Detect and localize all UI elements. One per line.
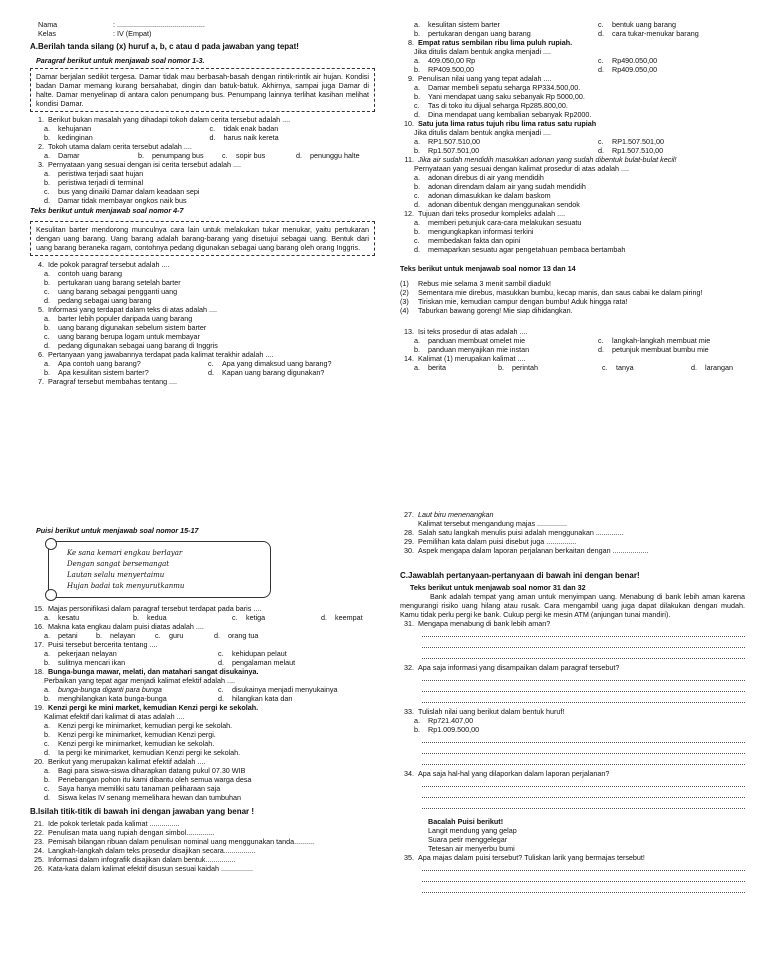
q5-opt-d-text: pedang digunakan sebagai uang barang di Inggris: [58, 341, 218, 350]
q7-text: Paragraf tersebut membahas tentang ....: [48, 377, 178, 386]
q34-text: Apa saja hal-hal yang dilaporkan dalam laporan perjalanan?: [418, 769, 610, 778]
text13-title: Teks berikut untuk menjawab soal nomor 13 dan 14: [400, 264, 576, 273]
poem1-line-3: Lautan selalu menyertaimu: [67, 570, 165, 579]
q15-options: a. kesatu b. kedua c. ketiga d. keempat: [44, 613, 375, 622]
q17-opt-d: pengalaman melaut: [232, 658, 296, 668]
q6-opt-c: Apa yang dimaksud uang barang?: [222, 359, 332, 368]
passage1-title: Paragraf berikut untuk menjawab soal nomor 1-3.: [36, 56, 205, 65]
question-4: 4. Ide pokok paragraf tersebut adalah ....: [38, 260, 170, 269]
q19-subtext: Kalimat efektif dari kalimat di atas adalah ....: [44, 712, 185, 722]
section-a-title: A.Berilah tanda silang (x) huruf a, b, c atau d pada jawaban yang tepat!: [30, 42, 299, 51]
question-21: 21. Ide pokok terletak pada kalimat ...............: [34, 819, 180, 829]
answer-line[interactable]: [422, 639, 745, 648]
step-2-num: (2): [400, 288, 409, 297]
q4-opt-a: a. contoh uang barang: [44, 269, 122, 278]
q10-options: a. RP1.507.510,00 c. RP1.507.501,00 b. Rp1.507.501,00 d. Rp1.507.510,00: [414, 137, 745, 155]
q19-opt-c-text: Kenzi pergi ke minimarket, kemudian ke sekolah.: [58, 739, 215, 749]
question-35: 35. Apa majas dalam puisi tersebut? Tuliskan larik yang bermajas tersebut!: [404, 853, 645, 862]
step-1: [400, 279, 745, 288]
poem1-title: Puisi berikut untuk menjawab soal nomor 15-17: [36, 526, 199, 535]
question-24: 24. Langkah-langkah dalam teks prosedur disajikan secara................: [34, 846, 256, 856]
passage1-box: Damar berjalan sedikit tergesa. Damar tidak mau berbasah-basah dengan rintik-rintik air hujan. Kondisi badan Damar memang kurang bersahabat, dingin dan batuk-batuk. Akhirnya, sampai juga Damar di halte. Damar menyelinap di antara calon penumpang bus. Penumpang lainnya terlihat kasihan melihat kondisi Damar.: [30, 68, 375, 112]
q6-text: Pertanyaan yang jawabannya terdapat pada kalimat terakhir adalah ....: [48, 350, 274, 359]
q14-opt-c: tanya: [616, 363, 634, 372]
question-20: 20. Berikut yang merupakan kalimat efektif adalah ....: [34, 757, 206, 767]
poem1-line-4: Hujan badai tak menyurutkanmu: [67, 581, 185, 590]
question-14: 14. Kalimat (1) merupakan kalimat ....: [404, 354, 526, 363]
q8-subtext: Jika ditulis dalam bentuk angka menjadi ....: [414, 47, 552, 56]
answer-line[interactable]: [422, 884, 745, 893]
q7-opt-a: kesulitan sistem barter: [428, 20, 500, 29]
q9-opt-c: c. Tas di toko itu dijual seharga Rp285.800,00.: [414, 101, 568, 110]
q9-opt-d: d. Dina mendapat uang kembalian sebanyak Rp2000.: [414, 110, 592, 119]
q19-opt-a-text: Kenzi pergi ke minimarket, kemudian pergi ke sekolah.: [58, 721, 233, 731]
q19-text: Kenzi pergi ke mini market, kemudian Kenzi pergi ke sekolah.: [48, 703, 259, 713]
q27-text: Laut biru menenangkan: [418, 510, 494, 519]
q33-text: Tulislah nilai uang berikut dalam bentuk huruf!: [418, 707, 565, 716]
q9-opt-d-text: Dina mendapat uang kembalian sebanyak Rp2000.: [428, 110, 592, 119]
q18-subtext: Perbaikan yang tepat agar menjadi kalimat efektif adalah ....: [44, 676, 235, 686]
q15-text: Majas personifikasi dalam paragraf tersebut terdapat pada baris ....: [48, 604, 262, 614]
q13-opt-d: petunjuk membuat bumbu mie: [612, 345, 709, 354]
q16-text: Makna kata engkau dalam puisi diatas adalah ....: [48, 622, 204, 632]
q3-opt-b: b. peristiwa terjadi di terminal: [44, 178, 144, 187]
name-row: [38, 20, 375, 29]
q5-opt-c-text: uang barang berupa logam untuk membayar: [58, 332, 200, 341]
answer-line[interactable]: [422, 778, 745, 787]
q18-options: a. bunga-bunga diganti para bunga c. disukainya menjadi menyukainya b. menghilangkan kata bunga-bunga d. hilangkan kata dan: [44, 685, 375, 703]
q16-opt-a: petani: [58, 631, 78, 641]
q10-opt-d: Rp1.507.510,00: [612, 146, 664, 155]
q12-opt-b: b. mengungkapkan informasi terkini: [414, 227, 534, 236]
question-2: 2. Tokoh utama dalam cerita tersebut adalah ....: [38, 142, 192, 151]
q5-opt-a-text: barter lebih populer daripada uang barang: [58, 314, 193, 323]
q20-opt-d-text: Siswa kelas IV senang memelihara hewan dan tumbuhan: [58, 793, 241, 803]
q3-opt-b-text: peristiwa terjadi di terminal: [58, 178, 144, 187]
q28-text: Salah satu langkah menulis puisi adalah menggunakan ..............: [418, 528, 624, 537]
q8-opt-b: RP409.500,00: [428, 65, 474, 74]
q33-item-a-text: Rp721.407,00: [428, 716, 474, 725]
q20-opt-b-text: Penebangan pohon itu kami dibantu oleh semua warga desa: [58, 775, 252, 785]
left-top-column: [30, 20, 375, 386]
q18-opt-a: bunga-bunga diganti para bunga: [58, 685, 162, 695]
q17-options: a. pekerjaan nelayan c. kehidupan pelaut b. sulitnya mencari ikan d. pengalaman melaut: [44, 649, 375, 667]
q13-opt-b: panduan menyajikan mie instan: [428, 345, 530, 354]
q9-text: Penulisan nilai uang yang tepat adalah ....: [418, 74, 552, 83]
q18-opt-d: hilangkan kata dan: [232, 694, 293, 704]
q12-opt-b-text: mengungkapkan informasi terkini: [428, 227, 534, 236]
q20-opt-d: d. Siswa kelas IV senang memelihara hewan dan tumbuhan: [44, 793, 241, 803]
q33-item-a: a. Rp721.407,00: [414, 716, 474, 725]
q26-text: Kata-kata dalam kalimat efektif disusun sesuai kaidah ................: [48, 864, 253, 874]
step-4-num: (4): [400, 306, 409, 315]
q12-opt-c-text: membedakan fakta dan opini: [428, 236, 521, 245]
q13-text: Isi teks prosedur di atas adalah ....: [418, 327, 528, 336]
q19-opt-c: c. Kenzi pergi ke minimarket, kemudian ke sekolah.: [44, 739, 215, 749]
step-3: [400, 297, 745, 306]
question-34: 34. Apa saja hal-hal yang dilaporkan dalam laporan perjalanan?: [404, 769, 610, 778]
q21-text: Ide pokok terletak pada kalimat ...............: [48, 819, 180, 829]
poem1-line-2: Dengan sangat bersemangat: [67, 559, 170, 568]
q4-opt-b: b. pertukaran uang barang setelah barter: [44, 278, 181, 287]
answer-line[interactable]: [422, 800, 745, 809]
q5-opt-d: d. pedang digunakan sebagai uang barang di Inggris: [44, 341, 218, 350]
q9-opt-c-text: Tas di toko itu dijual seharga Rp285.800,00.: [428, 101, 568, 110]
step-1-text: Rebus mie selama 3 menit sambil diaduk!: [418, 279, 552, 288]
name-value: : ............................................: [113, 20, 205, 29]
question-13: 13. Isi teks prosedur di atas adalah ....: [404, 327, 528, 336]
q35-text: Apa majas dalam puisi tersebut? Tuliskan larik yang bermajas tersebut!: [418, 853, 645, 862]
q17-opt-a: pekerjaan nelayan: [58, 649, 117, 659]
q32-text: Apa saja informasi yang disampaikan dalam paragraf tersebut?: [418, 663, 620, 672]
question-11: 11. Jika air sudah mendidih masukkan adonan yang sudah dibentuk bulat-bulat kecil!: [404, 155, 677, 164]
poem1-line-1: Ke sana kemari engkau berlayar: [67, 549, 183, 557]
q2-opt-c: sopir bus: [236, 151, 266, 160]
q9-opt-a-text: Damar membeli sepatu seharga RP334.500,00.: [428, 83, 581, 92]
poem2-line-2: Suara petir menggelegar: [428, 835, 508, 844]
q1-opt-d: harus naik kereta: [223, 133, 279, 142]
q5-text: Informasi yang terdapat dalam teks di atas adalah ....: [48, 305, 218, 314]
section-b-title: B.Isilah titik-titik di bawah ini dengan jawaban yang benar !: [30, 807, 255, 817]
class-row: [38, 29, 375, 38]
q15-opt-c: ketiga: [246, 613, 266, 623]
question-10: 10. Satu juta lima ratus tujuh ribu lima ratus satu rupiah: [404, 119, 597, 128]
q5-opt-b-text: uang barang digunakan sebelum sistem barter: [58, 323, 207, 332]
text31-paragraph: Bank adalah tempat yang aman untuk menyimpan uang. Menabung di bank lebih aman karena mengurangi risiko uang hilang atau rusak. Cara mengambil uang juga dapat dilakukan dengan mudah. Kamu tidak perlu pergi ke bank. Cukup pergi ke mesin ATM (anjungan tunai mandiri).: [400, 592, 745, 619]
q20-opt-c-text: Saya hanya memiliki satu tanaman peliharaan saja: [58, 784, 221, 794]
q25-text: Informasi dalam infografik disajikan dalam bentuk...............: [48, 855, 236, 865]
q33-item-b: b. Rp1.009.500,00: [414, 725, 480, 734]
question-18: 18. Bunga-bunga mawar, melati, dan matahari sangat disukainya.: [34, 667, 259, 677]
passage2-title: Teks berikut untuk menjawab soal nomor 4-7: [30, 206, 184, 215]
q5-opt-b: b. uang barang digunakan sebelum sistem barter: [44, 323, 207, 332]
question-27: 27. Laut biru menenangkan: [404, 510, 494, 519]
q12-opt-c: c. membedakan fakta dan opini: [414, 236, 521, 245]
q17-opt-c: kehidupan pelaut: [232, 649, 287, 659]
q19-opt-a: a. Kenzi pergi ke minimarket, kemudian pergi ke sekolah.: [44, 721, 233, 731]
q4-opt-c: c. uang barang sebagai pengganti uang: [44, 287, 178, 296]
q10-subtext: Jika ditulis dalam bentuk angka menjadi ....: [414, 128, 552, 137]
question-9: 9. Penulisan nilai uang yang tepat adalah ....: [408, 74, 552, 83]
q12-opt-a: a. memberi petunjuk cara-cara melakukan sesuatu: [414, 218, 582, 227]
question-19: 19. Kenzi pergi ke mini market, kemudian Kenzi pergi ke sekolah.: [34, 703, 259, 713]
q1-options: a. kehujanan c. tidak enak badan b. kedinginan d. harus naik kereta: [44, 124, 375, 142]
q1-text: Berikut bukan masalah yang dihadapi tokoh dalam cerita tersebut adalah ....: [48, 115, 291, 124]
q9-opt-b: b. Yani mendapat uang saku sebanyak Rp 5000,00.: [414, 92, 585, 101]
q16-opt-c: guru: [169, 631, 184, 641]
q7-options: a. kesulitan sistem barter c. bentuk uang barang b. pertukaran dengan uang barang d. cara tukar-menukar barang: [414, 20, 745, 38]
q20-opt-a: a. Bagi para siswa-siswa diharapkan datang pukul 07.30 WIB: [44, 766, 246, 776]
q17-text: Puisi tersebut bercerita tentang ....: [48, 640, 158, 650]
q18-text: Bunga-bunga mawar, melati, dan matahari sangat disukainya.: [48, 667, 259, 677]
q11-opt-d-text: adonan dibentuk dengan menggunakan sendok: [428, 200, 580, 209]
q11-subtext: Pernyataan yang sesuai dengan kalimat prosedur di atas adalah ....: [414, 164, 629, 173]
q19-opt-b: b. Kenzi pergi ke minimarket, kemudian Kenzi pergi.: [44, 730, 216, 740]
q14-opt-b: perintah: [512, 363, 538, 372]
q11-opt-a-text: adonan direbus di air yang mendidih: [428, 173, 544, 182]
q22-text: Penulisan mata uang rupiah dengan simbol..............: [48, 828, 215, 838]
answer-line[interactable]: [422, 745, 745, 754]
q8-opt-d: Rp409.050,00: [612, 65, 658, 74]
q15-opt-a: kesatu: [58, 613, 80, 623]
question-17: 17. Puisi tersebut bercerita tentang ....: [34, 640, 158, 650]
name-label: Nama: [38, 20, 58, 29]
left-bottom-column: [30, 526, 375, 873]
q11-text: Jika air sudah mendidih masukkan adonan yang sudah dibentuk bulat-bulat kecil!: [418, 155, 677, 164]
q27-subtext: Kalimat tersebut mengandung majas ...............: [418, 519, 568, 528]
q20-text: Berikut yang merupakan kalimat efektif adalah ....: [48, 757, 206, 767]
q15-opt-b: kedua: [147, 613, 167, 623]
question-5: 5. Informasi yang terdapat dalam teks di atas adalah ....: [38, 305, 218, 314]
q5-opt-c: c. uang barang berupa logam untuk membayar: [44, 332, 200, 341]
question-25: 25. Informasi dalam infografik disajikan dalam bentuk...............: [34, 855, 236, 865]
q6-opt-a: Apa contoh uang barang?: [58, 359, 141, 368]
q5-opt-a: a. barter lebih populer daripada uang barang: [44, 314, 193, 323]
question-16: 16. Makna kata engkau dalam puisi diatas adalah ....: [34, 622, 204, 632]
q11-opt-b: b. adonan direndam dalam air yang sudah mendidih: [414, 182, 586, 191]
question-31: 31. Mengapa menabung di bank lebih aman?: [404, 619, 551, 628]
question-26: 26. Kata-kata dalam kalimat efektif disusun sesuai kaidah ................: [34, 864, 253, 874]
step-4: [400, 306, 745, 315]
q12-opt-d-text: memaparkan sesuatu agar pengetahuan pembaca bertambah: [428, 245, 626, 254]
q31-text: Mengapa menabung di bank lebih aman?: [418, 619, 551, 628]
answer-line[interactable]: [422, 694, 745, 703]
q4-opt-a-text: contoh uang barang: [58, 269, 122, 278]
q10-opt-a: RP1.507.510,00: [428, 137, 480, 146]
q8-opt-a: 409.050,00 Rp: [428, 56, 476, 65]
right-top-column: [400, 20, 745, 372]
answer-line[interactable]: [422, 650, 745, 659]
q19-opt-d-text: Ia pergi ke minimarket, kemudian Kenzi pergi ke sekolah.: [58, 748, 241, 758]
step-3-num: (3): [400, 297, 409, 306]
q3-text: Pernyataan yang sesuai dengan isi cerita tersebut adalah ....: [48, 160, 241, 169]
q2-opt-d: penunggu halte: [310, 151, 360, 160]
q12-opt-a-text: memberi petunjuk cara-cara melakukan sesuatu: [428, 218, 582, 227]
question-28: 28. Salah satu langkah menulis puisi adalah menggunakan ..............: [404, 528, 624, 537]
q7-opt-b: pertukaran dengan uang barang: [428, 29, 531, 38]
q23-text: Pemisah bilangan ribuan dalam penulisan nominal uang menggunakan tanda..........: [48, 837, 315, 847]
poem1-scroll: [48, 541, 271, 598]
q11-opt-c: c. adonan dimasukkan ke dalam baskom: [414, 191, 551, 200]
poem2-title: Bacalah Puisi berikut!: [428, 817, 504, 826]
question-33: 33. Tulislah nilai uang berikut dalam bentuk huruf!: [404, 707, 565, 716]
question-1: 1. Berikut bukan masalah yang dihadapi tokoh dalam cerita tersebut adalah ....: [38, 115, 291, 124]
right-bottom-column: [400, 510, 745, 895]
q20-opt-b: b. Penebangan pohon itu kami dibantu oleh semua warga desa: [44, 775, 252, 785]
q7-opt-c: bentuk uang barang: [612, 20, 676, 29]
q8-options: a. 409.050,00 Rp c. Rp490.050,00 b. RP409.500,00 d. Rp409.050,00: [414, 56, 745, 74]
q11-opt-a: a. adonan direbus di air yang mendidih: [414, 173, 544, 182]
q6-options: a. Apa contoh uang barang? c. Apa yang dimaksud uang barang? b. Apa kesulitan sistem barter? d. Kapan uang barang digunakan?: [44, 359, 375, 377]
question-15: 15. Majas personifikasi dalam paragraf tersebut terdapat pada baris ....: [34, 604, 262, 614]
q13-opt-c: langkah-langkah membuat mie: [612, 336, 711, 345]
question-30: 30. Aspek mengapa dalam laporan perjalanan berkaitan dengan ..................: [404, 546, 649, 555]
q12-text: Tujuan dari teks prosedur kompleks adalah ....: [418, 209, 566, 218]
poem2-line-1: Langit mendung yang gelap: [428, 826, 517, 835]
answer-line[interactable]: [422, 789, 745, 798]
q3-opt-a: a. peristiwa terjadi saat hujan: [44, 169, 144, 178]
question-6: 6. Pertanyaan yang jawabannya terdapat pada kalimat terakhir adalah ....: [38, 350, 274, 359]
answer-line[interactable]: [422, 756, 745, 765]
q3-opt-c: c. bus yang dinaiki Damar dalam keadaan sepi: [44, 187, 200, 196]
question-23: 23. Pemisah bilangan ribuan dalam penulisan nominal uang menggunakan tanda..........: [34, 837, 315, 847]
q10-opt-b: Rp1.507.501,00: [428, 146, 480, 155]
section-c-title: C.Jawablah pertanyaan-pertanyaan di bawah ini dengan benar!: [400, 571, 640, 580]
q1-opt-a: kehujanan: [58, 124, 92, 133]
q16-opt-b: nelayan: [110, 631, 136, 641]
q14-options: a. berita b. perintah c. tanya d. larangan: [414, 363, 745, 372]
q8-opt-c: Rp490.050,00: [612, 56, 658, 65]
q3-opt-c-text: bus yang dinaiki Damar dalam keadaan sepi: [58, 187, 200, 196]
q4-opt-d: d. pedang sebagai uang barang: [44, 296, 152, 305]
question-22: 22. Penulisan mata uang rupiah dengan simbol..............: [34, 828, 215, 838]
step-1-num: (1): [400, 279, 409, 288]
answer-line[interactable]: [422, 734, 745, 743]
q33-item-b-text: Rp1.009.500,00: [428, 725, 480, 734]
question-8: 8. Empat ratus sembilan ribu lima puluh rupiah.: [408, 38, 573, 47]
q11-opt-d: d. adonan dibentuk dengan menggunakan sendok: [414, 200, 580, 209]
answer-line[interactable]: [422, 683, 745, 692]
question-32: 32. Apa saja informasi yang disampaikan dalam paragraf tersebut?: [404, 663, 620, 672]
q18-opt-c: disukainya menjadi menyukainya: [232, 685, 338, 695]
q2-options: a. Damar b. penumpang bus c. sopir bus d. penunggu halte: [44, 151, 375, 160]
q2-opt-a: Damar: [58, 151, 80, 160]
class-value: : IV (Empat): [113, 29, 152, 38]
q19-opt-d: d. Ia pergi ke minimarket, kemudian Kenzi pergi ke sekolah.: [44, 748, 241, 758]
q16-options: a. petani b. nelayan c. guru d. orang tua: [44, 631, 375, 640]
step-4-text: Taburkan bawang goreng! Mie siap dihidangkan.: [418, 306, 573, 315]
q13-options: a. panduan membuat omelet mie c. langkah-langkah membuat mie b. panduan menyajikan mie instan d. petunjuk membuat bumbu mie: [414, 336, 745, 354]
q11-opt-c-text: adonan dimasukkan ke dalam baskom: [428, 191, 551, 200]
q9-opt-a: a. Damar membeli sepatu seharga RP334.500,00.: [414, 83, 581, 92]
q2-opt-b: penumpang bus: [152, 151, 204, 160]
q4-opt-b-text: pertukaran uang barang setelah barter: [58, 278, 181, 287]
q12-opt-d: d. memaparkan sesuatu agar pengetahuan pembaca bertambah: [414, 245, 626, 254]
q24-text: Langkah-langkah dalam teks prosedur disajikan secara................: [48, 846, 256, 856]
poem2-line-3: Tetesan air menyerbu bumi: [428, 844, 515, 853]
step-2: [400, 288, 745, 297]
q10-text: Satu juta lima ratus tujuh ribu lima ratus satu rupiah: [418, 119, 597, 128]
q30-text: Aspek mengapa dalam laporan perjalanan berkaitan dengan ..................: [418, 546, 649, 555]
q15-opt-d: keempat: [335, 613, 363, 623]
q8-text: Empat ratus sembilan ribu lima puluh rupiah.: [418, 38, 573, 47]
answer-line[interactable]: [422, 862, 745, 871]
q7-opt-d: cara tukar-menukar barang: [612, 29, 699, 38]
q3-opt-d: d. Damar tidak membayar ongkos naik bus: [44, 196, 187, 205]
question-7: 7. Paragraf tersebut membahas tentang ....: [38, 377, 178, 386]
step-2-text: Sementara mie direbus, masukkan bumbu, kecap manis, dan saus cabai ke dalam piring!: [418, 288, 703, 297]
q3-opt-a-text: peristiwa terjadi saat hujan: [58, 169, 144, 178]
q11-opt-b-text: adonan direndam dalam air yang sudah mendidih: [428, 182, 586, 191]
q18-opt-b: menghilangkan kata bunga-bunga: [58, 694, 167, 704]
passage2-box: Kesulitan barter mendorong munculnya cara lain untuk melakukan tukar menukar, yaitu pertukaran dengan uang barang. Uang barang adalah barang-barang yang disetujui sebagai uang. Bentuk dari uang barang beraneka ragam, contohnya pedang digunakan sebagai uang barang oleh orang Inggris.: [30, 221, 375, 256]
q6-opt-d: Kapan uang barang digunakan?: [222, 368, 325, 377]
question-12: 12. Tujuan dari teks prosedur kompleks adalah ....: [404, 209, 566, 218]
q4-opt-c-text: uang barang sebagai pengganti uang: [58, 287, 178, 296]
q14-opt-d: larangan: [705, 363, 733, 372]
q3-opt-d-text: Damar tidak membayar ongkos naik bus: [58, 196, 187, 205]
q9-opt-b-text: Yani mendapat uang saku sebanyak Rp 5000,00.: [428, 92, 585, 101]
q14-opt-a: berita: [428, 363, 446, 372]
q20-opt-a-text: Bagi para siswa-siswa diharapkan datang pukul 07.30 WIB: [58, 766, 246, 776]
q2-text: Tokoh utama dalam cerita tersebut adalah ....: [48, 142, 192, 151]
text31-title: Teks berikut untuk menjawab soal nomor 31 dan 32: [410, 583, 586, 592]
question-29: 29. Pemilihan kata dalam puisi disebut juga ...............: [404, 537, 577, 546]
q1-opt-c: tidak enak badan: [223, 124, 279, 133]
q19-opt-b-text: Kenzi pergi ke minimarket, kemudian Kenzi pergi.: [58, 730, 216, 740]
answer-line[interactable]: [422, 628, 745, 637]
step-3-text: Tiriskan mie, kemudian campur dengan bumbu! Aduk hingga rata!: [418, 297, 628, 306]
q17-opt-b: sulitnya mencari ikan: [58, 658, 126, 668]
class-label: Kelas: [38, 29, 56, 38]
question-3: 3. Pernyataan yang sesuai dengan isi cerita tersebut adalah ....: [38, 160, 241, 169]
q10-opt-c: RP1.507.501,00: [612, 137, 664, 146]
q29-text: Pemilihan kata dalam puisi disebut juga ...............: [418, 537, 577, 546]
q6-opt-b: Apa kesulitan sistem barter?: [58, 368, 149, 377]
q4-opt-d-text: pedang sebagai uang barang: [58, 296, 152, 305]
q16-opt-d: orang tua: [228, 631, 259, 641]
q20-opt-c: c. Saya hanya memiliki satu tanaman peliharaan saja: [44, 784, 221, 794]
q14-text: Kalimat (1) merupakan kalimat ....: [418, 354, 526, 363]
q1-opt-b: kedinginan: [58, 133, 93, 142]
q13-opt-a: panduan membuat omelet mie: [428, 336, 526, 345]
answer-line[interactable]: [422, 873, 745, 882]
q4-text: Ide pokok paragraf tersebut adalah ....: [48, 260, 170, 269]
answer-line[interactable]: [422, 672, 745, 681]
